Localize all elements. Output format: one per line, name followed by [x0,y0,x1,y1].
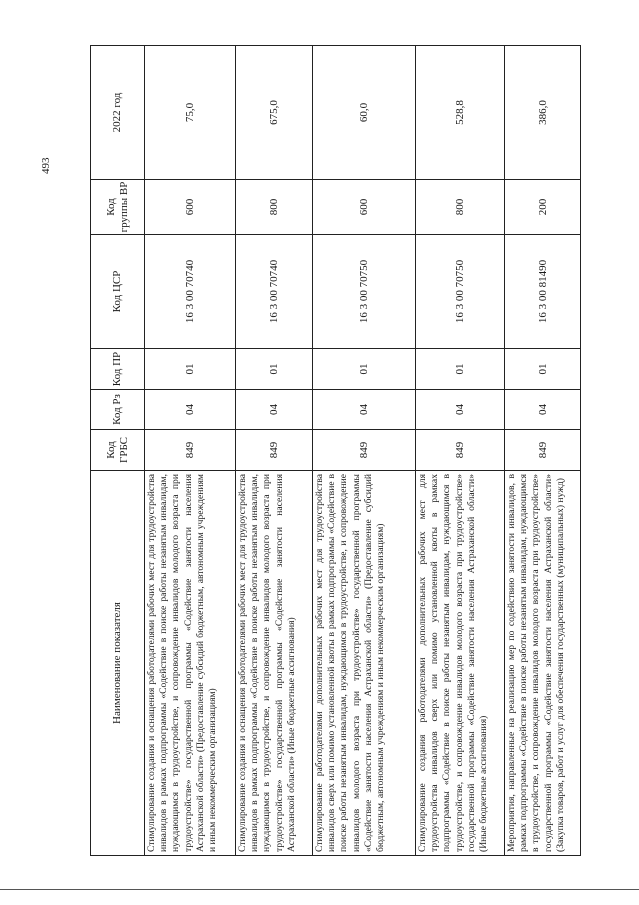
table-header-row [91,46,145,856]
row-name: Стимулирование создания и оснащения работодателями рабочих мест для трудоустройства инвалидов в рамках подпрограммы «Содействие в поиске работы незанятым инвалидам, нуждающимся в трудоустройстве, и сопровождение инвалидов молодого возраста при трудоустройстве» государственной программы «Содействие занятости населения Астраханской области» (Иные бюджетные ассигнования) [236,471,313,856]
header-csr: Код ЦСР [91,235,145,349]
row-csr: 16 3 00 70740 [145,235,236,349]
header-year: 2022 год [91,46,145,180]
row-grbs: 849 [145,430,236,471]
row-rz: 04 [313,390,416,430]
row-grbs: 849 [416,430,505,471]
row-grbs: 849 [505,430,581,471]
row-name: Мероприятия, направленные на реализацию мер по содействию занятости инвалидов, в рамках подпрограммы «Содействие в поиске работы незанятым инвалидам, нуждающимся в трудоустройстве, и сопровождение инвалидов молодого возраста при трудоустройстве» государственной программы «Содействие занятости населения Астраханской области» (Закупка товаров, работ и услуг для обеспечения государственных (муниципальных) нужд) [505,471,581,856]
row-grbs: 849 [236,430,313,471]
row-vr: 800 [416,180,505,235]
row-name: Стимулирование создания и оснащения работодателями рабочих мест для трудоустройства инвалидов в рамках подпрограммы «Содействие в поиске работы незанятым инвалидам, нуждающимся в трудоустройстве, и сопровождение инвалидов молодого возраста при трудоустройстве» государственной программы «Содействие занятости населения Астраханской области» (Предоставление субсидий бюджетным, автономным учреждениям и иным некоммерческим организациям) [145,471,236,856]
header-pr: Код ПР [91,349,145,390]
row-grbs: 849 [313,430,416,471]
header-name: Наименование показателя [91,471,145,856]
page-number: 493 [40,157,52,174]
row-year: 386,0 [505,46,581,180]
row-rz: 04 [505,390,581,430]
bottom-rule [0,889,639,890]
row-pr: 01 [236,349,313,390]
row-vr: 200 [505,180,581,235]
header-rz: Код Рз [91,390,145,430]
row-vr: 600 [313,180,416,235]
row-csr: 16 3 00 70740 [236,235,313,349]
header-grbs: Код ГРБС [91,430,145,471]
row-year: 675,0 [236,46,313,180]
row-rz: 04 [236,390,313,430]
budget-table-rotated [90,46,580,856]
table-row [313,46,416,856]
row-pr: 01 [145,349,236,390]
table-row [505,46,581,856]
row-pr: 01 [313,349,416,390]
row-vr: 600 [145,180,236,235]
row-rz: 04 [145,390,236,430]
table-row [145,46,236,856]
row-pr: 01 [505,349,581,390]
row-csr: 16 3 00 70750 [416,235,505,349]
table-row [236,46,313,856]
budget-table [90,45,581,856]
row-csr: 16 3 00 70750 [313,235,416,349]
header-vr: Код группы ВР [91,180,145,235]
row-rz: 04 [416,390,505,430]
row-year: 75,0 [145,46,236,180]
row-vr: 800 [236,180,313,235]
row-name: Стимулирование создания работодателями дополнительных рабочих мест для трудоустройства инвалидов сверх или помимо установленной квоты в рамках подпрограммы «Содействие в поиске работы незанятым инвалидам, нуждающимся в трудоустройстве, и сопровождение инвалидов молодого возраста при трудоустройстве» государственной программы «Содействие занятости населения Астраханской области» (Иные бюджетные ассигнования) [416,471,505,856]
row-csr: 16 3 00 81490 [505,235,581,349]
row-name: Стимулирование работодателями дополнительных рабочих мест для трудоустройства инвалидов сверх или помимо установленной квоты в рамках подпрограммы «Содействие в поиске работы незанятым инвалидам, нуждающимся в трудоустройстве, и сопровождение инвалидов молодого возраста при трудоустройстве» государственной программы «Содействие занятости населения Астраханской области» (Предоставление субсидий бюджетным, автономным учреждениям и иным некоммерческим организациям) [313,471,416,856]
row-pr: 01 [416,349,505,390]
table-row [416,46,505,856]
row-year: 528,8 [416,46,505,180]
row-year: 60,0 [313,46,416,180]
